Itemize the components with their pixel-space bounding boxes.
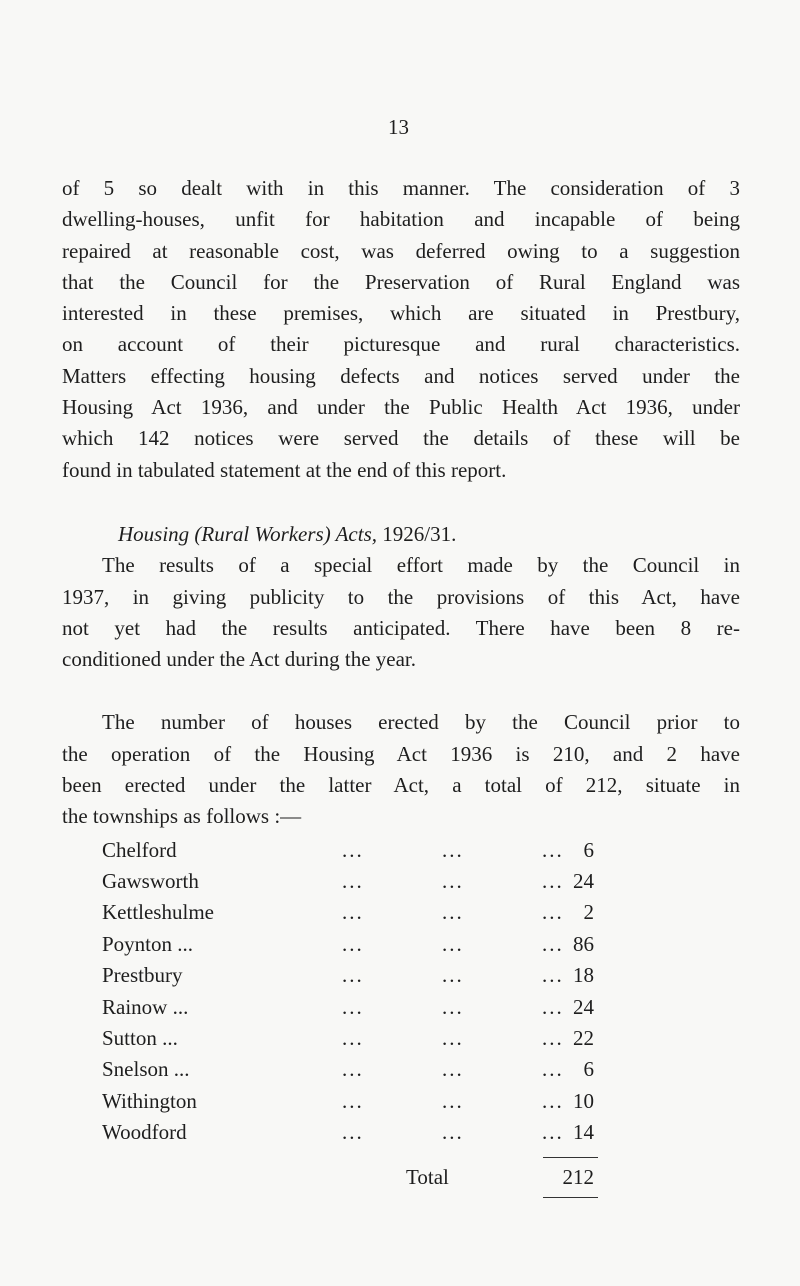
text-line: The number of houses erected by the Council prior to: [102, 710, 740, 735]
township-name: Snelson ...: [102, 1057, 190, 1082]
text-line: found in tabulated statement at the end of this report.: [62, 457, 507, 482]
text-line: repaired at reasonable cost, was deferred owing to a suggestion: [62, 238, 740, 263]
leader-dots: ...: [542, 1057, 564, 1082]
leader-dots: ...: [442, 994, 464, 1019]
leader-dots: ...: [342, 994, 364, 1019]
leader-dots: ...: [342, 1025, 364, 1050]
leader-dots: ...: [442, 1025, 464, 1050]
text-line: that the Council for the Preservation of Rural England was: [62, 269, 740, 294]
text-line: Matters effecting housing defects and notices served under the: [62, 363, 740, 388]
leader-dots: ...: [542, 1088, 564, 1113]
text-line: the operation of the Housing Act 1936 is 210, and 2 have: [62, 741, 740, 766]
total-spacer: [102, 1162, 432, 1193]
table-row: [102, 929, 594, 960]
township-name: Woodford: [102, 1120, 187, 1145]
townships-table: [102, 835, 594, 1149]
text-line: which 142 notices were served the details of these will be: [62, 426, 740, 451]
leader-dots: ...: [442, 931, 464, 956]
text-line: The results of a special effort made by the Council in: [102, 553, 740, 578]
township-value: 6: [583, 1057, 594, 1082]
total-rule-bottom: [543, 1197, 598, 1198]
leader-dots: ...: [442, 837, 464, 862]
leader-dots: ...: [542, 994, 564, 1019]
total-value: 212: [562, 1164, 594, 1189]
table-row: [102, 866, 594, 897]
paragraph-2: [62, 550, 740, 675]
township-value: 10: [573, 1088, 594, 1113]
leader-dots: ...: [342, 1057, 364, 1082]
total-rule-top: [543, 1157, 598, 1158]
leader-dots: ...: [342, 963, 364, 988]
heading-years: 1926/31.: [377, 521, 457, 546]
text-line: interested in these premises, which are situated in Prestbury,: [62, 301, 740, 326]
leader-dots: ...: [342, 837, 364, 862]
table-row: [102, 1117, 594, 1148]
township-value: 22: [573, 1025, 594, 1050]
leader-dots: ...: [442, 1088, 464, 1113]
township-name: Rainow ...: [102, 994, 189, 1019]
leader-dots: ...: [442, 900, 464, 925]
leader-dots: ...: [542, 1120, 564, 1145]
leader-dots: ...: [342, 869, 364, 894]
table-row: [102, 835, 594, 866]
leader-dots: ...: [542, 869, 564, 894]
township-name: Withington: [102, 1088, 197, 1113]
table-row: [102, 992, 594, 1023]
leader-dots: ...: [442, 963, 464, 988]
paragraph-1: [62, 173, 740, 486]
leader-dots: ...: [442, 1057, 464, 1082]
text-line: conditioned under the Act during the year.: [62, 647, 416, 672]
table-row: [102, 1054, 594, 1085]
leader-dots: ...: [542, 1025, 564, 1050]
leader-dots: ...: [542, 931, 564, 956]
total-label: Total: [406, 1164, 449, 1189]
township-name: Kettleshulme: [102, 900, 214, 925]
table-row: [102, 897, 594, 928]
table-row: [102, 1023, 594, 1054]
text-line: of 5 so dealt with in this manner. The consideration of 3: [62, 176, 740, 200]
leader-dots: ...: [442, 869, 464, 894]
township-name: Poynton ...: [102, 931, 194, 956]
township-value: 6: [583, 837, 594, 862]
leader-dots: ...: [342, 1120, 364, 1145]
township-name: Sutton ...: [102, 1025, 178, 1050]
township-value: 24: [573, 994, 594, 1019]
text-line: 1937, in giving publicity to the provisions of this Act, have: [62, 584, 740, 609]
leader-dots: ...: [542, 900, 564, 925]
township-value: 2: [583, 900, 594, 925]
township-name: Gawsworth: [102, 869, 199, 894]
leader-dots: ...: [342, 1088, 364, 1113]
township-value: 14: [573, 1120, 594, 1145]
leader-dots: ...: [442, 1120, 464, 1145]
leader-dots: ...: [342, 900, 364, 925]
heading-title: Housing (Rural Workers) Acts,: [118, 521, 377, 546]
text-line: been erected under the latter Act, a total of 212, situate in: [62, 773, 740, 798]
text-line: not yet had the results anticipated. There have been 8 re-: [62, 615, 740, 640]
leader-dots: ...: [542, 963, 564, 988]
text-line: Housing Act 1936, and under the Public Health Act 1936, under: [62, 395, 740, 420]
township-name: Chelford: [102, 837, 177, 862]
page-number: 13: [388, 115, 409, 139]
township-value: 86: [573, 931, 594, 956]
paragraph-3: [62, 707, 740, 832]
text-line: dwelling-houses, unfit for habitation and incapable of being: [62, 207, 740, 232]
township-name: Prestbury: [102, 963, 183, 988]
table-row: [102, 960, 594, 991]
leader-dots: ...: [342, 931, 364, 956]
text-line: on account of their picturesque and rural characteristics.: [62, 332, 740, 357]
total-row: [102, 1162, 594, 1193]
text-line: the townships as follows :—: [62, 804, 302, 829]
section-heading: [118, 519, 800, 550]
leader-dots: ...: [542, 837, 564, 862]
township-value: 18: [573, 963, 594, 988]
table-row: [102, 1086, 594, 1117]
township-value: 24: [573, 869, 594, 894]
